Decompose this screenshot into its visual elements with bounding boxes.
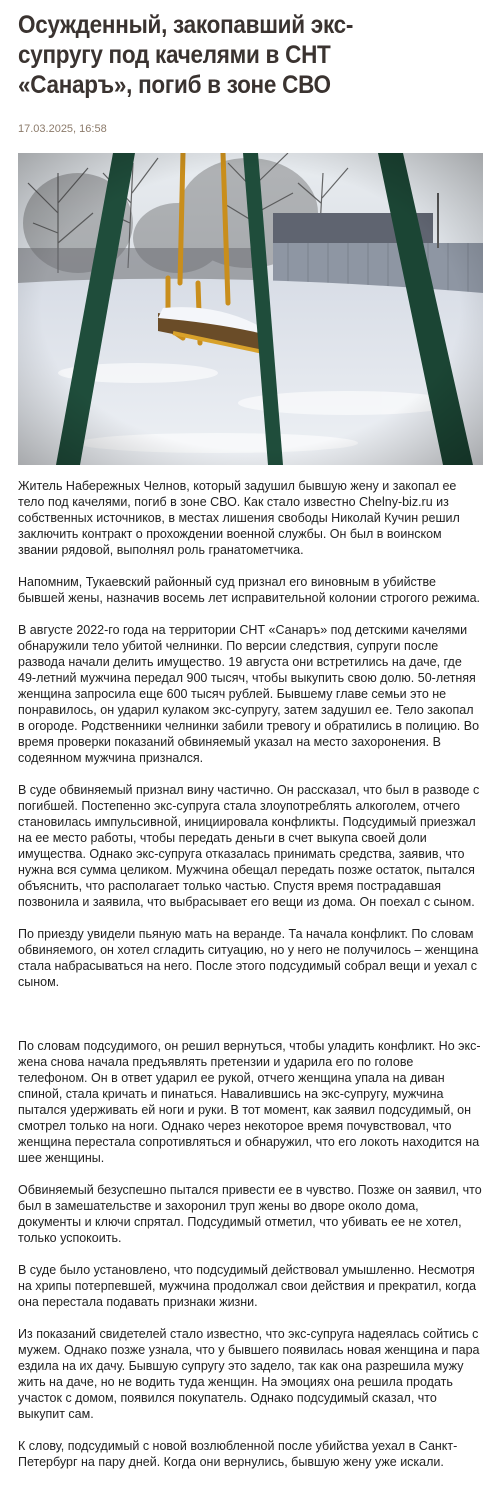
paragraph: Обвиняемый безуспешно пытался привести ее в чувство. Позже он заявил, что был в замешательстве и захоронил труп жены во дворе около дома, документы и ключи спрятал. Подсудимый отметил, что убивать ее не хотел, только успокоить.	[18, 1183, 482, 1245]
paragraph: Из показаний свидетелей стало известно, что экс-супруга надеялась сойтись с мужем. Однако позже узнала, что у бывшего появилась новая женщина и пара ездила на их дачу. Бывшую супругу это задело, так как она разрешила мужу жить на даче, но не водить туда женщин. На эмоциях она решила продать участок с домом, появился покупатель. Однако подсудимый сказал, что выкупит сам.	[18, 1327, 480, 1421]
publish-date: 17.03.2025, 16:58	[18, 123, 107, 135]
article-body	[18, 478, 482, 1486]
paragraph: В суде было установлено, что подсудимый действовал умышленно. Несмотря на хрипы потерпевшей, мужчина продолжал свои действия и прекратил, когда она перестала подавать признаки жизни.	[18, 1263, 477, 1309]
paragraph: В августе 2022-го года на территории СНТ «Санаръ» под детскими качелями обнаружили тело убитой челнинки. По версии следствия, супруги после развода начали делить имущество. 19 августа они встретились на даче, где 49-летний мужчина передал 900 тысяч, чтобы выкупить свою долю. 50-летняя женщина запросила еще 600 тысяч рублей. Бывшему главе семьи это не понравилось, он ударил кулаком экс-супругу, затем задушил ее. Тело закопал в огороде. Родственники челнинки забили тревогу и обратились в полицию. Во время проверки показаний обвиняемый указал на место захоронения. В содеянном мужчина признался.	[18, 623, 480, 765]
paragraph: По словам подсудимого, он решил вернуться, чтобы уладить конфликт. Но экс-жена снова начала предъявлять претензии и ударила его по голове телефоном. Он в ответ ударил ее рукой, отчего женщина упала на диван спиной, стала кричать и пинаться. Навалившись на экс-супругу, мужчина пытался удерживать ей ноги и руки. В тот момент, как заявил подсудимый, он смотрел только на ноги. Однако через некоторое время почувствовал, что женщина перестала сопротивляться и обнаружил, что его локоть находится на шее женщины.	[18, 1039, 481, 1165]
snowy-swing-photo	[18, 153, 483, 465]
paragraph: Житель Набережных Челнов, который задушил бывшую жену и закопал ее тело под качелями, погиб в зоне СВО. Как стало известно Chelny-biz.ru из собственных источников, в местах лишения свободы Николай Кучин решил заключить контракт о прохождении военной службы. Он был в воинском звании рядовой, выполнял роль гранатометчика.	[18, 479, 460, 557]
paragraph: В суде обвиняемый признал вину частично. Он рассказал, что был в разводе с погибшей. Постепенно экс-супруга стала злоупотреблять алкоголем, отчего становилась импульсивной, инициировала конфликты. Подсудимый приезжал на ее место работы, чтобы передать деньги в счет выкупа своей доли имущества. Однако экс-супруга отказалась принимать средства, заявив, что нужна вся сумма целиком. Мужчина обещал передать позже остаток, пытался объяснить, что располагает только частью. Спустя время пострадавшая позвонила и заявила, что выбрасывает его вещи из дома. Он поехал с сыном.	[18, 783, 480, 909]
paragraph: К слову, подсудимый с новой возлюбленной после убийства уехал в Санкт-Петербург на пару дней. Когда они вернулись, бывшую жену уже искали.	[18, 1439, 458, 1469]
article-headline: Осужденный, закопавший экс-супругу под качелями в СНТ «Санаръ», погиб в зоне СВО	[18, 11, 354, 99]
paragraph: По приезду увидели пьяную мать на веранде. Та начала конфликт. По словам обвиняемого, он хотел сгладить ситуацию, но у него не получилось – женщина стала набрасываться на него. После этого подсудимый собрал вещи и уехал с сыном.	[18, 927, 479, 989]
paragraph: Напомним, Тукаевский районный суд признал его виновным в убийстве бывшей жены, назначив восемь лет исправительной колонии строгого режима.	[18, 575, 480, 605]
